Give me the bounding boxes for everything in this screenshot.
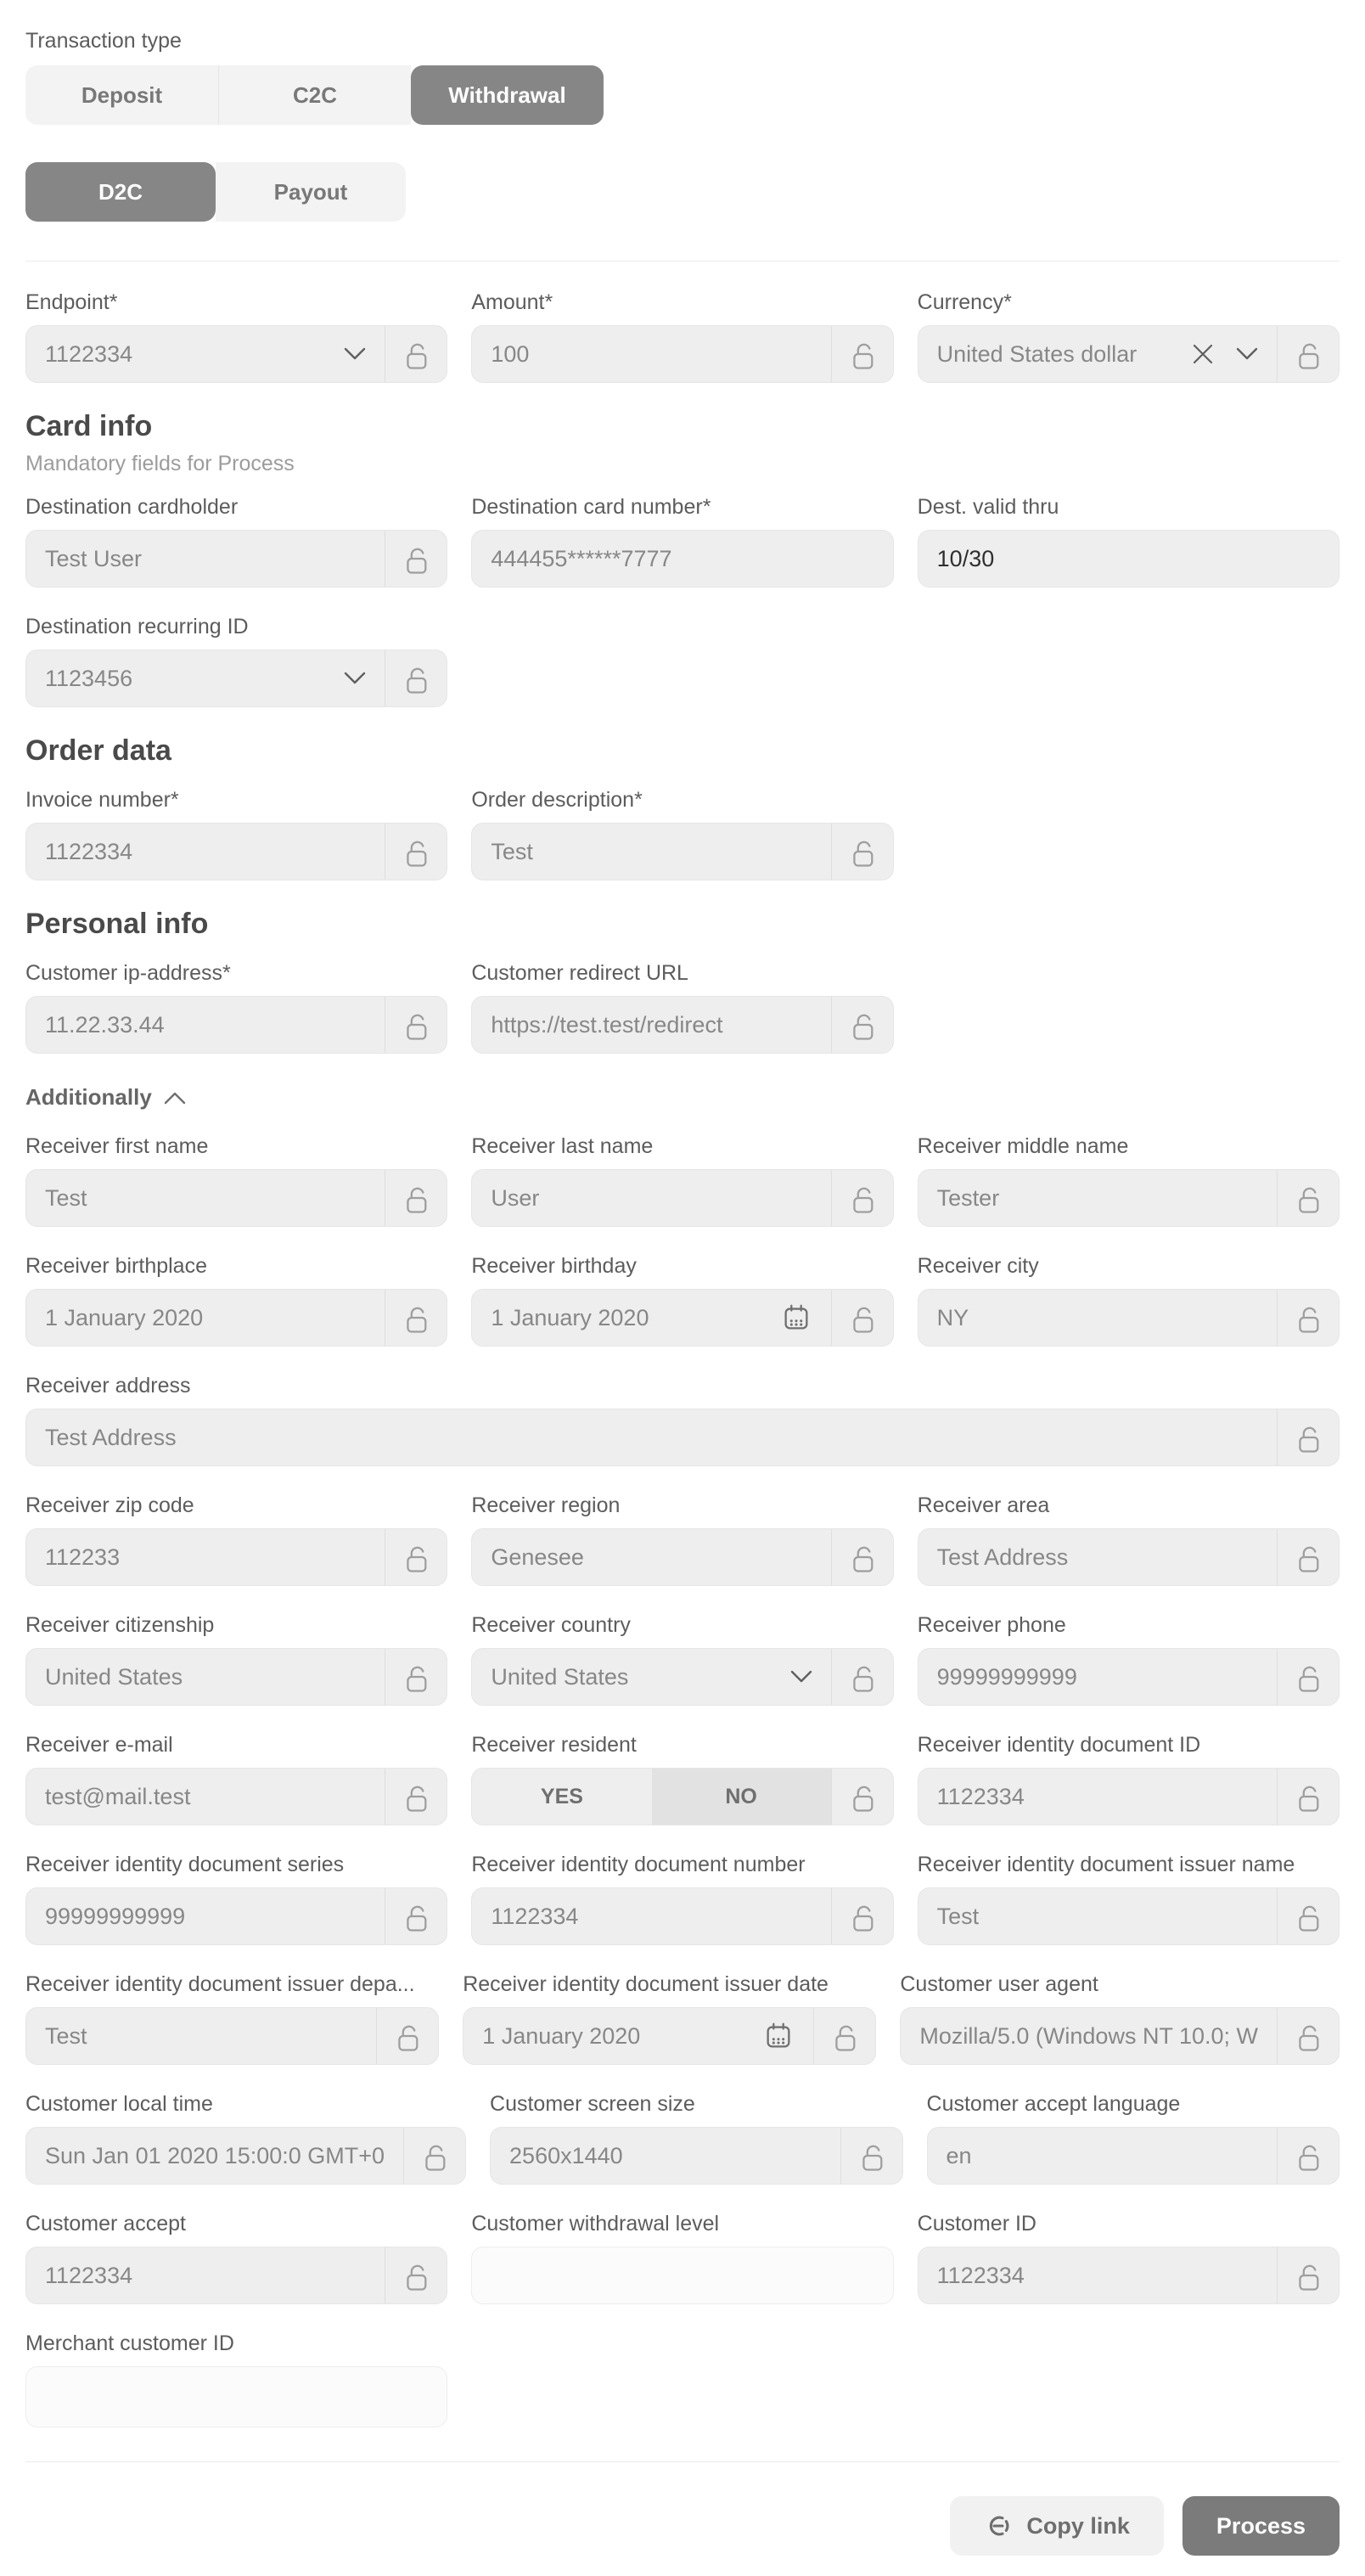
- customer-local-time-label: Customer local time: [25, 2092, 213, 2116]
- receiver-first-name-value: Test: [45, 1184, 87, 1211]
- endpoint-select[interactable]: [25, 325, 447, 383]
- receiver-identity-document-number-field: [471, 1853, 893, 1945]
- customer-user-agent-field: [900, 1972, 1340, 2065]
- customer-local-time-field: [25, 2092, 466, 2185]
- receiver-phone-label: Receiver phone: [917, 1613, 1066, 1637]
- customer-id-input[interactable]: [918, 2247, 1340, 2304]
- dest-cardholder-label: Destination cardholder: [25, 495, 239, 519]
- receiver-identity-document-issuer-department-input[interactable]: [25, 2007, 439, 2065]
- receiver-country-label: Receiver country: [471, 1613, 631, 1637]
- receiver-middle-name-label: Receiver middle name: [917, 1134, 1129, 1158]
- receiver-identity-document-id-value: 1122334: [936, 1783, 1025, 1809]
- row-merchant: [25, 2331, 1340, 2427]
- row-receiver-location: [25, 1493, 1340, 1586]
- receiver-zip-field: [25, 1493, 447, 1586]
- customer-accept-field: [25, 2212, 447, 2304]
- lock-icon[interactable]: [832, 1181, 893, 1215]
- process-label: Process: [1216, 2512, 1306, 2539]
- row-customer-ids: [25, 2212, 1340, 2304]
- receiver-address-value: Test Address: [45, 1424, 177, 1450]
- customer-user-agent-label: Customer user agent: [900, 1972, 1098, 1996]
- lock-icon[interactable]: [1278, 337, 1339, 371]
- receiver-country-field: [471, 1613, 893, 1706]
- customer-withdrawal-level-field: [471, 2212, 893, 2304]
- row-personal-info: [25, 961, 1340, 1054]
- customer-accept-input[interactable]: [25, 2247, 447, 2304]
- receiver-phone-input[interactable]: [918, 1648, 1340, 1706]
- customer-accept-value: 1122334: [45, 2262, 133, 2288]
- dest-valid-thru-value: 10/30: [936, 545, 995, 571]
- lock-icon[interactable]: [385, 542, 447, 576]
- customer-accept-language-label: Customer accept language: [926, 2092, 1181, 2116]
- receiver-citizenship-input[interactable]: [25, 1648, 447, 1706]
- receiver-identity-document-issuer-name-label: Receiver identity document issuer name: [917, 1853, 1295, 1876]
- receiver-identity-document-number-input[interactable]: [471, 1887, 893, 1945]
- row-receiver-birth: [25, 1254, 1340, 1347]
- lock-icon[interactable]: [832, 1660, 893, 1694]
- receiver-identity-document-issuer-date-field: [463, 1972, 876, 2065]
- tab-c2c[interactable]: C2C: [218, 65, 411, 125]
- receiver-identity-document-issuer-name-input[interactable]: [918, 1887, 1340, 1945]
- customer-screen-size-value: 2560x1440: [509, 2142, 623, 2168]
- amount-label: Amount*: [471, 290, 553, 314]
- customer-redirect-url-label: Customer redirect URL: [471, 961, 688, 985]
- dest-recurring-id-label: Destination recurring ID: [25, 615, 249, 638]
- dest-valid-thru-label: Dest. valid thru: [917, 495, 1059, 519]
- receiver-identity-document-id-field: [918, 1733, 1340, 1825]
- calendar-icon[interactable]: [780, 1302, 812, 1334]
- receiver-birthplace-field: [25, 1254, 447, 1347]
- footer-divider: [25, 2461, 1340, 2462]
- row-card-info-1: [25, 495, 1340, 588]
- receiver-zip-value: 112233: [45, 1544, 121, 1570]
- customer-accept-language-value: en: [946, 2142, 972, 2168]
- endpoint-field: [25, 290, 447, 383]
- lock-icon[interactable]: [385, 661, 447, 695]
- lock-icon[interactable]: [832, 1780, 893, 1814]
- receiver-birthday-field: [471, 1254, 893, 1347]
- lock-icon[interactable]: [385, 1780, 447, 1814]
- dest-card-number-label: Destination card number*: [471, 495, 711, 519]
- dest-recurring-id-field: [25, 615, 447, 707]
- receiver-resident-toggle: [471, 1768, 893, 1825]
- receiver-citizenship-value: United States: [45, 1663, 183, 1690]
- invoice-number-value: 1122334: [45, 838, 133, 864]
- lock-icon[interactable]: [1278, 2139, 1339, 2173]
- dest-card-number-field: [471, 495, 893, 588]
- receiver-identity-document-series-field: [25, 1853, 447, 1945]
- tab-payout[interactable]: Payout: [216, 162, 406, 222]
- clear-icon[interactable]: [1192, 343, 1214, 365]
- order-data-title: Order data: [25, 734, 171, 767]
- receiver-birthplace-label: Receiver birthplace: [25, 1254, 207, 1278]
- lock-icon[interactable]: [832, 1540, 893, 1574]
- receiver-zip-label: Receiver zip code: [25, 1493, 194, 1517]
- receiver-region-value: Genesee: [491, 1544, 584, 1570]
- customer-redirect-url-input[interactable]: [471, 996, 893, 1054]
- receiver-region-field: [471, 1493, 893, 1586]
- receiver-last-name-value: User: [491, 1184, 540, 1211]
- amount-value: 100: [491, 340, 530, 367]
- lock-icon[interactable]: [385, 1008, 447, 1042]
- calendar-icon[interactable]: [762, 2020, 795, 2052]
- chevron-down-icon[interactable]: [344, 672, 366, 685]
- card-info-subtitle: Mandatory fields for Process: [25, 452, 295, 475]
- customer-withdrawal-level-input[interactable]: [471, 2247, 893, 2304]
- lock-icon[interactable]: [1278, 1420, 1339, 1454]
- receiver-last-name-input[interactable]: [471, 1169, 893, 1227]
- customer-id-value: 1122334: [936, 2262, 1025, 2288]
- copy-link-label: Copy link: [1026, 2512, 1130, 2539]
- lock-icon[interactable]: [1278, 1899, 1339, 1933]
- endpoint-value: 1122334: [45, 340, 133, 367]
- merchant-customer-id-input[interactable]: [25, 2366, 447, 2427]
- receiver-identity-document-issuer-date-value: 1 January 2020: [482, 2022, 641, 2049]
- customer-ip-label: Customer ip-address*: [25, 961, 231, 985]
- receiver-identity-document-id-input[interactable]: [918, 1768, 1340, 1825]
- footer-actions: [25, 2496, 1340, 2556]
- dest-card-number-input[interactable]: [471, 530, 893, 588]
- receiver-country-value: United States: [491, 1663, 629, 1690]
- receiver-area-field: [918, 1493, 1340, 1586]
- section-divider: [25, 261, 1340, 262]
- tab-d2c[interactable]: D2C: [25, 162, 216, 222]
- amount-field: [471, 290, 893, 383]
- receiver-identity-document-series-value: 99999999999: [45, 1903, 186, 1929]
- receiver-email-input[interactable]: [25, 1768, 447, 1825]
- link-icon: [984, 2511, 1013, 2540]
- customer-screen-size-input[interactable]: [490, 2127, 902, 2185]
- receiver-city-field: [918, 1254, 1340, 1347]
- receiver-email-field: [25, 1733, 447, 1825]
- receiver-birthplace-value: 1 January 2020: [45, 1304, 204, 1330]
- order-description-input[interactable]: [471, 823, 893, 880]
- copy-link-button[interactable]: [950, 2496, 1164, 2556]
- chevron-down-icon[interactable]: [1236, 347, 1258, 361]
- receiver-region-label: Receiver region: [471, 1493, 621, 1517]
- row-document-1: [25, 1853, 1340, 1945]
- receiver-identity-document-issuer-department-label: Receiver identity document issuer depa...: [25, 1972, 415, 1996]
- lock-icon[interactable]: [832, 1301, 893, 1335]
- receiver-zip-input[interactable]: [25, 1528, 447, 1586]
- customer-redirect-url-field: [471, 961, 893, 1054]
- receiver-identity-document-issuer-department-field: [25, 1972, 439, 2065]
- receiver-middle-name-input[interactable]: [918, 1169, 1340, 1227]
- additionally-toggle[interactable]: [25, 1084, 186, 1111]
- customer-id-field: [918, 2212, 1340, 2304]
- order-description-value: Test: [491, 838, 533, 864]
- receiver-identity-document-issuer-department-value: Test: [45, 2022, 87, 2049]
- tab-withdrawal[interactable]: Withdrawal: [411, 65, 604, 125]
- dest-cardholder-input[interactable]: [25, 530, 447, 588]
- dest-card-number-value: 444455******7777: [491, 545, 672, 571]
- dest-cardholder-field: [25, 495, 447, 588]
- receiver-country-select[interactable]: [471, 1648, 893, 1706]
- dest-cardholder-value: Test User: [45, 545, 143, 571]
- card-info-title: Card info: [25, 410, 153, 442]
- withdrawal-mode-tabs: [25, 162, 1340, 222]
- customer-user-agent-value: Mozilla/5.0 (Windows NT 10.0; W: [919, 2022, 1258, 2049]
- receiver-identity-document-series-input[interactable]: [25, 1887, 447, 1945]
- receiver-email-label: Receiver e-mail: [25, 1733, 173, 1757]
- receiver-last-name-label: Receiver last name: [471, 1134, 654, 1158]
- receiver-last-name-field: [471, 1134, 893, 1227]
- lock-icon[interactable]: [377, 2019, 438, 2053]
- receiver-middle-name-value: Tester: [936, 1184, 1000, 1211]
- customer-screen-size-field: [490, 2092, 902, 2185]
- customer-accept-language-input[interactable]: [927, 2127, 1340, 2185]
- customer-local-time-input[interactable]: [25, 2127, 466, 2185]
- merchant-customer-id-field: [25, 2331, 447, 2427]
- receiver-identity-document-issuer-name-field: [918, 1853, 1340, 1945]
- lock-icon[interactable]: [832, 835, 893, 869]
- row-customer-env: [25, 2092, 1340, 2185]
- receiver-identity-document-number-label: Receiver identity document number: [471, 1853, 806, 1876]
- receiver-city-label: Receiver city: [917, 1254, 1039, 1278]
- lock-icon[interactable]: [832, 337, 893, 371]
- chevron-down-icon[interactable]: [344, 347, 366, 361]
- dest-recurring-id-select[interactable]: [25, 650, 447, 707]
- process-button[interactable]: [1182, 2496, 1340, 2556]
- resident-yes-option[interactable]: YES: [540, 1784, 583, 1808]
- chevron-up-icon: [164, 1091, 186, 1105]
- lock-icon[interactable]: [841, 2139, 902, 2173]
- currency-field: [918, 290, 1340, 383]
- invoice-number-label: Invoice number*: [25, 788, 179, 812]
- customer-ip-value: 11.22.33.44: [45, 1011, 165, 1038]
- customer-ip-field: [25, 961, 447, 1054]
- endpoint-label: Endpoint*: [25, 290, 118, 314]
- lock-icon[interactable]: [404, 2139, 465, 2173]
- dest-valid-thru-input[interactable]: [918, 530, 1340, 588]
- row-order-data: [25, 788, 1340, 880]
- receiver-identity-document-issuer-date-input[interactable]: [463, 2007, 876, 2065]
- receiver-address-field: [25, 1374, 1340, 1466]
- receiver-birthday-label: Receiver birthday: [471, 1254, 637, 1278]
- lock-icon[interactable]: [385, 1899, 447, 1933]
- lock-icon[interactable]: [385, 1181, 447, 1215]
- lock-icon[interactable]: [832, 1008, 893, 1042]
- customer-ip-input[interactable]: [25, 996, 447, 1054]
- lock-icon[interactable]: [1278, 1660, 1339, 1694]
- row-receiver-names: [25, 1134, 1340, 1227]
- receiver-identity-document-number-value: 1122334: [491, 1903, 579, 1929]
- receiver-first-name-field: [25, 1134, 447, 1227]
- customer-screen-size-label: Customer screen size: [490, 2092, 695, 2116]
- invoice-number-field: [25, 788, 447, 880]
- receiver-middle-name-field: [918, 1134, 1340, 1227]
- receiver-resident-field: [471, 1733, 893, 1825]
- lock-icon[interactable]: [1278, 1780, 1339, 1814]
- receiver-area-value: Test Address: [936, 1544, 1069, 1570]
- transaction-type-label: Transaction type: [25, 29, 182, 53]
- receiver-area-label: Receiver area: [917, 1493, 1050, 1517]
- lock-icon[interactable]: [814, 2019, 875, 2053]
- customer-local-time-value: Sun Jan 01 2020 15:00:0 GMT+0: [45, 2142, 385, 2168]
- order-description-label: Order description*: [471, 788, 643, 812]
- receiver-area-input[interactable]: [918, 1528, 1340, 1586]
- merchant-customer-id-label: Merchant customer ID: [25, 2331, 234, 2355]
- receiver-resident-options: [472, 1769, 830, 1825]
- receiver-identity-document-series-label: Receiver identity document series: [25, 1853, 345, 1876]
- dest-valid-thru-field: [918, 495, 1340, 588]
- lock-icon[interactable]: [832, 1899, 893, 1933]
- lock-icon[interactable]: [1278, 1181, 1339, 1215]
- customer-withdrawal-level-label: Customer withdrawal level: [471, 2212, 720, 2236]
- receiver-city-input[interactable]: [918, 1289, 1340, 1347]
- dest-recurring-id-value: 1123456: [45, 665, 133, 691]
- lock-icon[interactable]: [1278, 2258, 1339, 2292]
- order-description-field: [471, 788, 893, 880]
- lock-icon[interactable]: [385, 337, 447, 371]
- currency-value: United States dollar: [936, 340, 1138, 367]
- lock-icon[interactable]: [385, 1540, 447, 1574]
- lock-icon[interactable]: [385, 1660, 447, 1694]
- receiver-identity-document-id-label: Receiver identity document ID: [917, 1733, 1201, 1757]
- personal-info-title: Personal info: [25, 908, 209, 940]
- row-card-info-2: [25, 615, 1340, 707]
- customer-accept-label: Customer accept: [25, 2212, 186, 2236]
- receiver-birthday-value: 1 January 2020: [491, 1304, 649, 1330]
- row-receiver-address: [25, 1374, 1340, 1466]
- receiver-region-input[interactable]: [471, 1528, 893, 1586]
- customer-accept-language-field: [927, 2092, 1340, 2185]
- amount-input[interactable]: [471, 325, 893, 383]
- receiver-first-name-input[interactable]: [25, 1169, 447, 1227]
- receiver-citizenship-label: Receiver citizenship: [25, 1613, 215, 1637]
- customer-user-agent-input[interactable]: [900, 2007, 1340, 2065]
- currency-select[interactable]: [918, 325, 1340, 383]
- chevron-down-icon[interactable]: [790, 1670, 812, 1684]
- receiver-email-value: test@mail.test: [45, 1783, 191, 1809]
- lock-icon[interactable]: [1278, 1301, 1339, 1335]
- receiver-identity-document-issuer-name-value: Test: [936, 1903, 980, 1929]
- transaction-type-tabs: [25, 65, 1340, 125]
- additionally-label: Additionally: [25, 1084, 152, 1110]
- invoice-number-input[interactable]: [25, 823, 447, 880]
- resident-no-option[interactable]: NO: [652, 1769, 831, 1825]
- row-receiver-contact: [25, 1733, 1340, 1825]
- row-endpoint-amount-currency: [25, 290, 1340, 383]
- row-receiver-country: [25, 1613, 1340, 1706]
- receiver-address-input[interactable]: [25, 1409, 1340, 1466]
- receiver-city-value: NY: [936, 1304, 969, 1330]
- lock-icon[interactable]: [1278, 2019, 1339, 2053]
- receiver-resident-label: Receiver resident: [471, 1733, 637, 1757]
- tab-deposit[interactable]: Deposit: [25, 65, 218, 125]
- lock-icon[interactable]: [385, 1301, 447, 1335]
- customer-id-label: Customer ID: [917, 2212, 1036, 2236]
- receiver-phone-field: [918, 1613, 1340, 1706]
- receiver-birthplace-input[interactable]: [25, 1289, 447, 1347]
- lock-icon[interactable]: [385, 2258, 447, 2292]
- lock-icon[interactable]: [1278, 1540, 1339, 1574]
- lock-icon[interactable]: [385, 835, 447, 869]
- receiver-phone-value: 99999999999: [936, 1663, 1077, 1690]
- customer-redirect-url-value: https://test.test/redirect: [491, 1011, 723, 1038]
- receiver-first-name-label: Receiver first name: [25, 1134, 209, 1158]
- receiver-identity-document-issuer-date-label: Receiver identity document issuer date: [463, 1972, 829, 1996]
- receiver-citizenship-field: [25, 1613, 447, 1706]
- row-document-2: [25, 1972, 1340, 2065]
- receiver-address-label: Receiver address: [25, 1374, 191, 1398]
- currency-label: Currency*: [917, 290, 1012, 314]
- receiver-birthday-input[interactable]: [471, 1289, 893, 1347]
